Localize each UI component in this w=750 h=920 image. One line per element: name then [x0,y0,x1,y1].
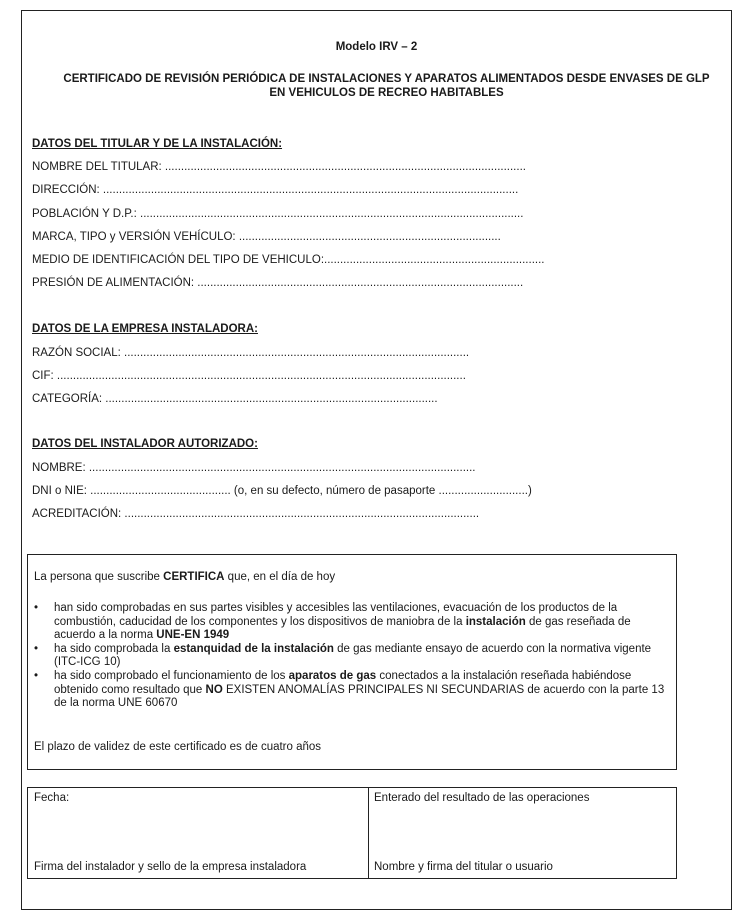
table-divider [368,788,369,878]
field-dni-nie[interactable]: DNI o NIE: ............................................ (o, en su defecto, número de pasaporte ............................) [32,485,532,497]
field-razon-social[interactable]: RAZÓN SOCIAL: ............................................................................................................ [32,347,470,359]
section-heading-titular: DATOS DEL TITULAR Y DE LA INSTALACIÓN: [32,138,283,150]
list-item: • han sido comprobadas en sus partes visibles y accesibles las ventilaciones, evacuación de los productos de la combustión, caducidad de los componentes y los dispositivos de maniobra de la instalación de gas reseñada de acuerdo a la norma UNE-EN 1949 [34,602,631,642]
field-presion[interactable]: PRESIÓN DE ALIMENTACIÓN: ...................................................................................................... [32,277,524,289]
field-direccion[interactable]: DIRECCIÓN: .................................................................................................................................. [32,184,519,196]
certification-box [27,554,677,770]
list-item: • ha sido comprobada la estanquidad de la instalación de gas mediante ensayo de acuerdo con la normativa vigente (ITC-ICG 10) [34,642,652,669]
field-categoria[interactable]: CATEGORÍA: ........................................................................................................ [32,393,438,405]
owner-signature-field[interactable]: Nombre y firma del titular o usuario [374,861,553,873]
signature-table [27,787,677,879]
section-heading-instalador: DATOS DEL INSTALADOR AUTORIZADO: [32,438,258,450]
document-title: CERTIFICADO DE REVISIÓN PERIÓDICA DE INSTALACIONES Y APARATOS ALIMENTADOS DESDE ENVASES DE GLP EN VEHICULOS DE RECREO HABITABLES [63,73,710,99]
section-heading-empresa: DATOS DE LA EMPRESA INSTALADORA: [32,323,258,335]
field-cif[interactable]: CIF: ................................................................................................................................ [32,370,466,382]
field-marca-tipo[interactable]: MARCA, TIPO y VERSIÓN VEHÍCULO: .................................................................................. [32,231,501,243]
bullet-icon: • [34,602,39,614]
bullet-icon: • [34,642,39,655]
certification-list [34,602,668,711]
field-medio-identificacion[interactable]: MEDIO DE IDENTIFICACIÓN DEL TIPO DE VEHICULO:..................................................................... [32,254,545,266]
date-field[interactable]: Fecha: [34,792,70,804]
bullet-icon: • [34,669,39,682]
field-nombre-instalador[interactable]: NOMBRE: ......................................................................................................................... [32,462,476,474]
certificate-page [21,10,732,910]
validity-statement: El plazo de validez de este certificado es de cuatro años [34,741,322,753]
field-nombre-titular[interactable]: NOMBRE DEL TITULAR: ................................................................................................................. [32,161,526,173]
model-code: Modelo IRV – 2 [335,41,418,53]
informed-label: Enterado del resultado de las operaciones [374,792,590,804]
field-acreditacion[interactable]: ACREDITACIÓN: ............................................................................................................... [32,508,480,520]
field-poblacion[interactable]: POBLACIÓN Y D.P.: ........................................................................................................................ [32,208,524,220]
list-item: • ha sido comprobado el funcionamiento de los aparatos de gas conectados a la instalación reseñada habiéndose obtenido como resultado que NO EXISTEN ANOMALÍAS PRINCIPALES NI SECUNDARIAS de acuerdo con la parte 13 de la norma UNE 60670 [34,669,665,710]
installer-signature-field[interactable]: Firma del instalador y sello de la empresa instaladora [34,861,307,873]
certification-intro: La persona que suscribe CERTIFICA que, en el día de hoy [34,571,336,583]
